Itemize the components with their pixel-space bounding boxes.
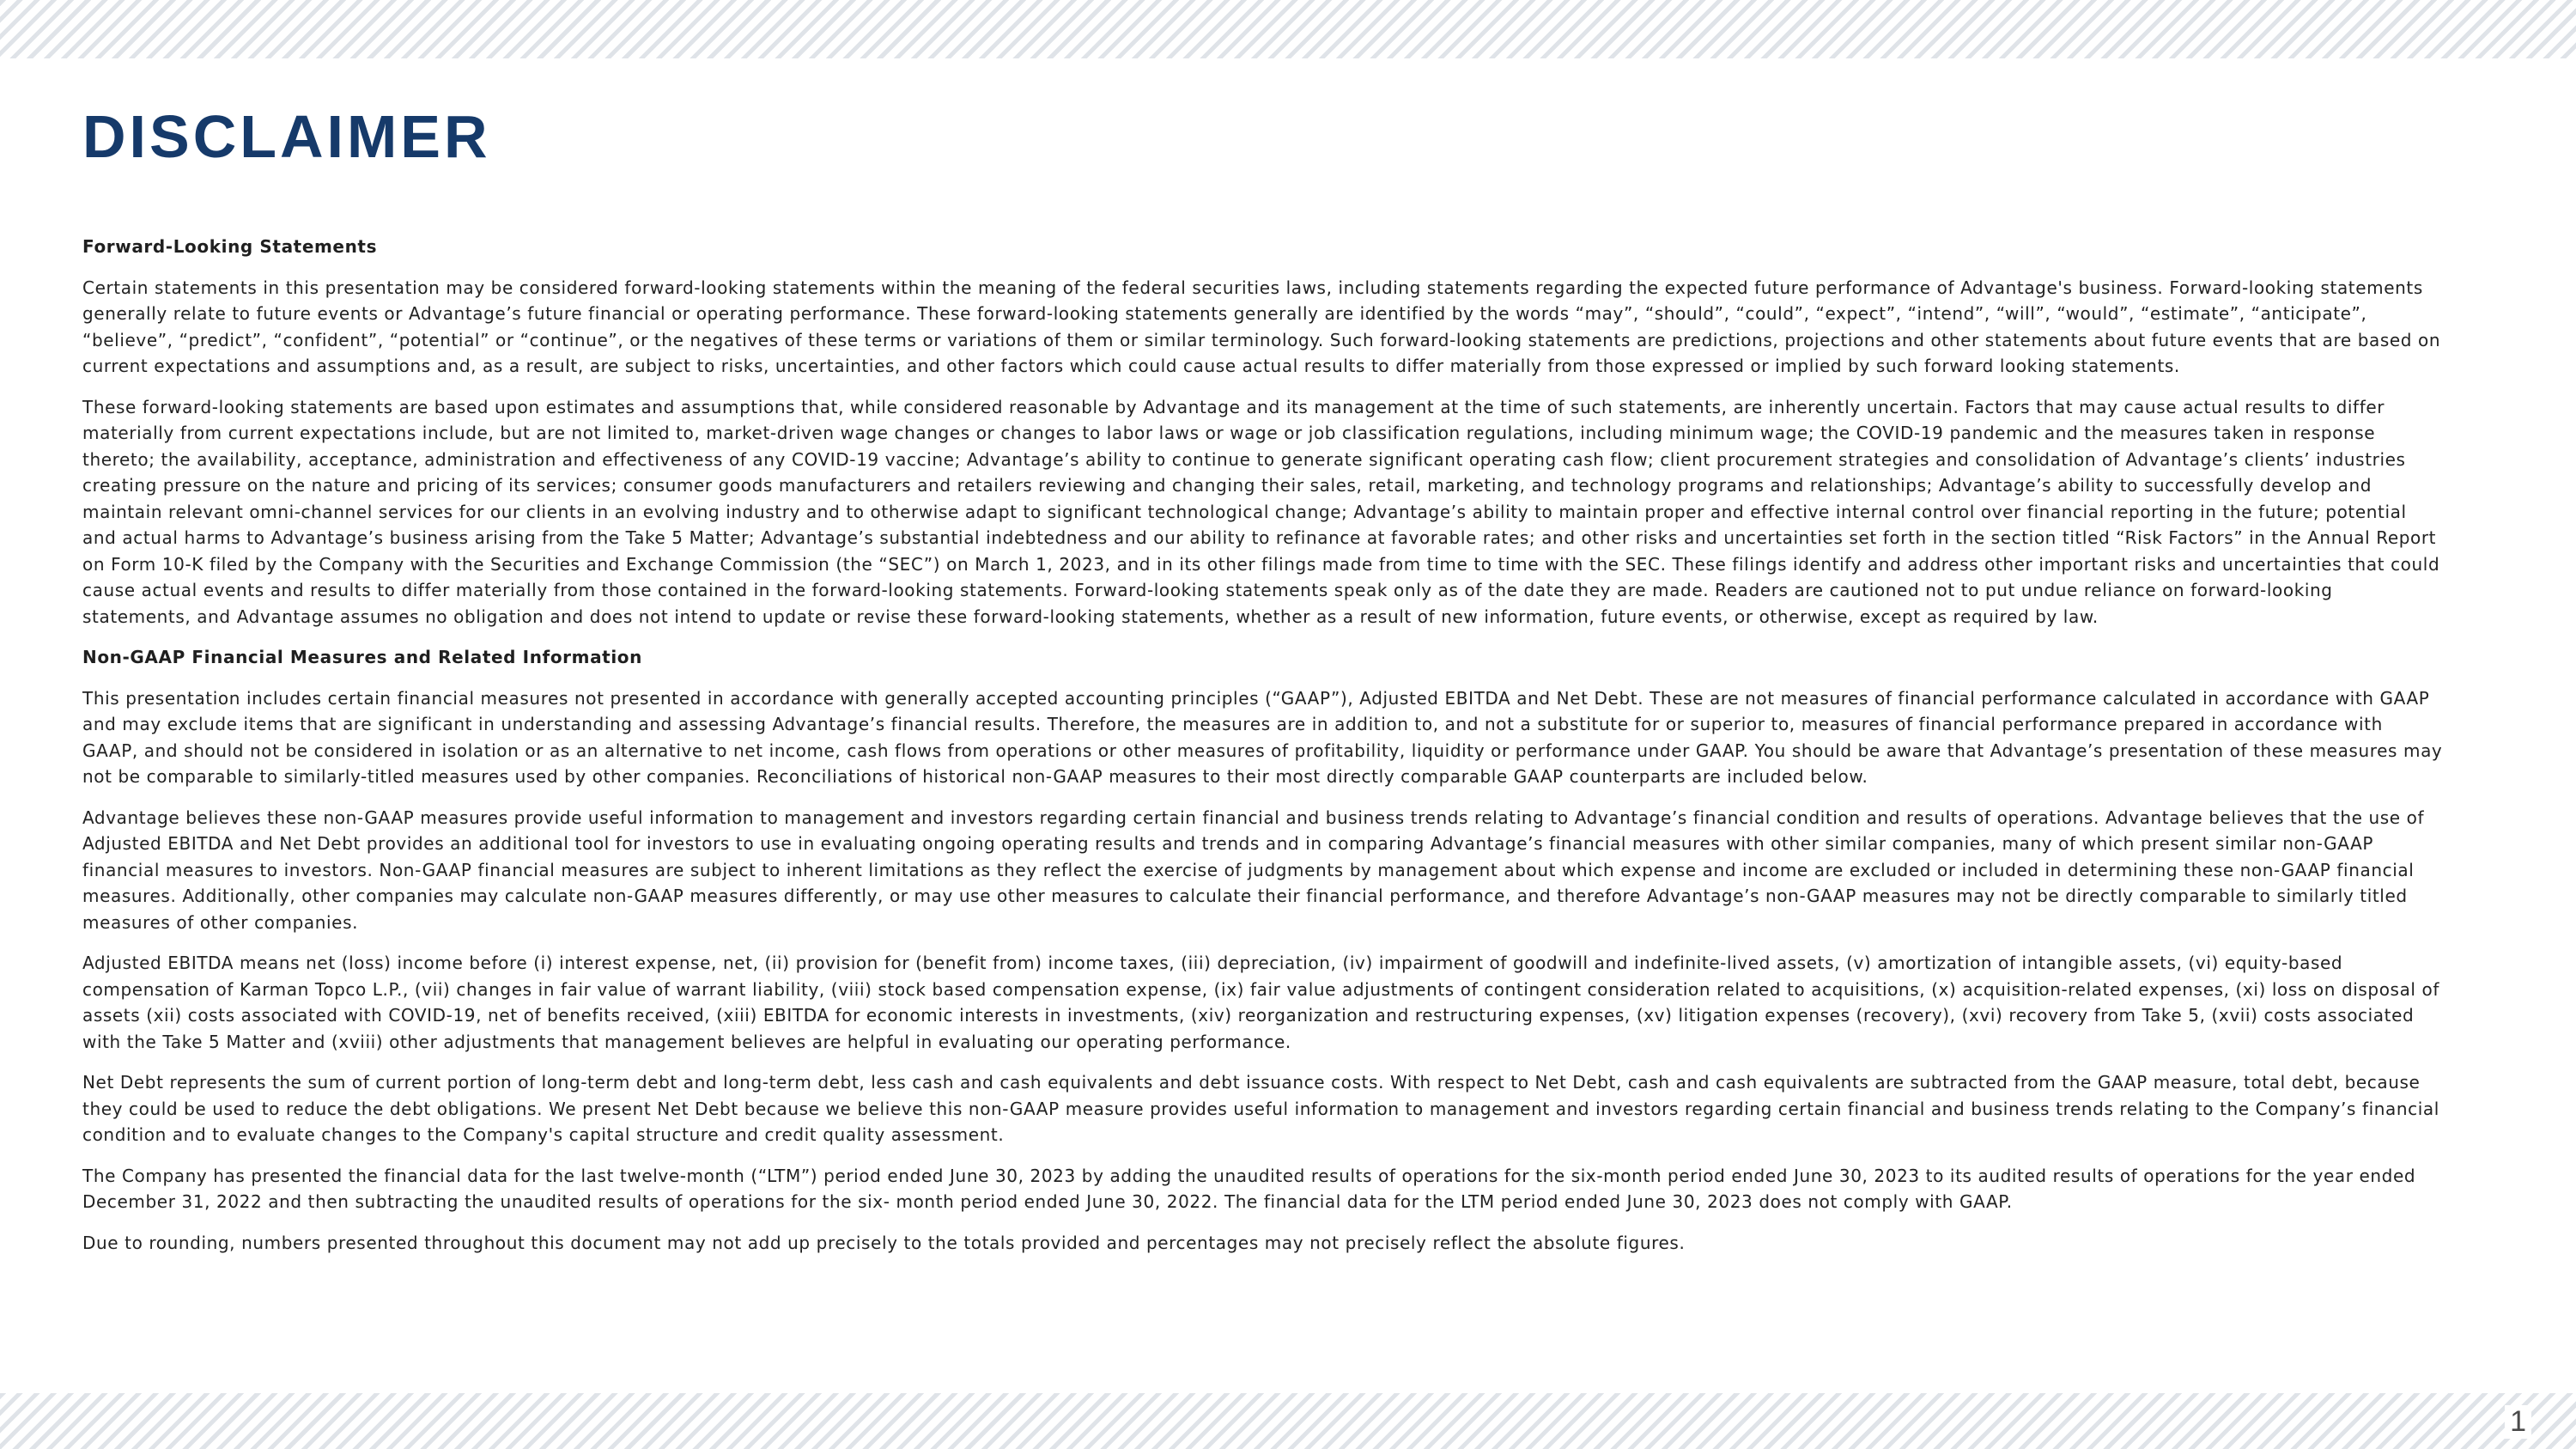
paragraph: These forward-looking statements are based upon estimates and assumptions that, while considered reasonable by Advantage and its management at the time of such statements, are inherently uncertain. Factors that may cause actual results to differ materially from current expectations include, but are not limited to, market-driven wage changes or changes to labor laws or wage or job classification regulations, including minimum wage; the COVID-19 pandemic and the measures taken in response thereto; the availability, acceptance, administration and effectiveness of any COVID-19 vaccine; Advantage’s ability to continue to generate significant operating cash flow; client procurement strategies and consolidation of Advantage’s clients’ industries creating pressure on the nature and pricing of its services; consumer goods manufacturers and retailers reviewing and changing their sales, retail, marketing, and technology programs and relationships; Advantage’s ability to successfully develop and maintain relevant omni-channel services for our clients in an evolving industry and to otherwise adapt to significant technological change; Advantage’s ability to maintain proper and effective internal control over financial reporting in the future; potential and actual harms to Advantage’s business arising from the Take 5 Matter; Advantage’s substantial indebtedness and our ability to refinance at favorable rates; and other risks and uncertainties set forth in the section titled “Risk Factors” in the Annual Report on Form 10-K filed by the Company with the Securities and Exchange Commission (the “SEC”) on March 1, 2023, and in its other filings made from time to time with the SEC. These filings identify and address other important risks and uncertainties that could cause actual events and results to differ materially from those contained in the forward-looking statements. Forward-looking statements speak only as of the date they are made. Readers are cautioned not to put undue reliance on forward-looking statements, and Advantage assumes no obligation and does not intend to update or revise these forward-looking statements, whether as a result of new information, future events, or otherwise, except as required by law. — [82, 396, 2440, 627]
section-heading-non-gaap: Non-GAAP Financial Measures and Related Information — [82, 647, 642, 667]
page-number: 1 — [2505, 1405, 2531, 1439]
paragraph: Certain statements in this presentation may be considered forward-looking statements within the meaning of the federal securities laws, including statements regarding the expected future performance of Advantage's business. Forward-looking statements generally relate to future events or Advantage’s future financial or operating performance. These forward-looking statements generally are identified by the words “may”, “should”, “could”, “expect”, “intend”, “will”, “would”, “estimate”, “anticipate”, “believe”, “predict”, “confident”, “potential” or “continue”, or the negatives of these terms or variations of them or similar terminology. Such forward-looking statements are predictions, projections and other statements about future events that are based on current expectations and assumptions and, as a result, are subject to risks, uncertainties, and other factors which could cause actual results to differ materially from those expressed or implied by such forward looking statements. — [82, 277, 2441, 376]
section-heading-forward-looking: Forward-Looking Statements — [82, 236, 378, 257]
bottom-stripe-band — [0, 1393, 2576, 1449]
paragraph: Advantage believes these non-GAAP measures provide useful information to management and investors regarding certain financial and business trends relating to Advantage’s financial condition and results of operations. Advantage believes that the use of Adjusted EBITDA and Net Debt provides an additional tool for investors to use in evaluating ongoing operating results and trends and in comparing Advantage’s financial measures with other similar companies, many of which present similar non-GAAP financial measures to investors. Non-GAAP financial measures are subject to inherent limitations as they reflect the exercise of judgments by management about which expense and income are excluded or included in determining these non-GAAP financial measures. Additionally, other companies may calculate non-GAAP measures differently, or may use other measures to calculate their financial performance, and therefore Advantage’s non-GAAP measures may not be directly comparable to similarly titled measures of other companies. — [82, 807, 2425, 933]
paragraph: Net Debt represents the sum of current portion of long-term debt and long-term debt, less cash and cash equivalents and debt issuance costs. With respect to Net Debt, cash and cash equivalents are subtracted from the GAAP measure, total debt, because they could be used to reduce the debt obligations. We present Net Debt because we believe this non-GAAP measure provides useful information to management and investors regarding certain financial and business trends relating to the Company’s financial condition and to evaluate changes to the Company's capital structure and credit quality assessment. — [82, 1072, 2439, 1145]
paragraph: Adjusted EBITDA means net (loss) income before (i) interest expense, net, (ii) provision for (benefit from) income taxes, (iii) depreciation, (iv) impairment of goodwill and indefinite-lived assets, (v) amortization of intangible assets, (vi) equity-based compensation of Karman Topco L.P., (vii) changes in fair value of warrant liability, (viii) stock based compensation expense, (ix) fair value adjustments of contingent consideration related to acquisitions, (x) acquisition-related expenses, (xi) loss on disposal of assets (xii) costs associated with COVID-19, net of benefits received, (xiii) EBITDA for economic interests in investments, (xiv) reorganization and restructuring expenses, (xv) litigation expenses (recovery), (xvi) recovery from Take 5, (xvii) costs associated with the Take 5 Matter and (xviii) other adjustments that management believes are helpful in evaluating our operating performance. — [82, 953, 2440, 1052]
paragraph: The Company has presented the financial data for the last twelve-month (“LTM”) period ended June 30, 2023 by adding the unaudited results of operations for the six-month period ended June 30, 2023 to its audited results of operations for the year ended December 31, 2022 and then subtracting the unaudited results of operations for the six- month period ended June 30, 2022. The financial data for the LTM period ended June 30, 2023 does not comply with GAAP. — [82, 1165, 2416, 1212]
page-title: DISCLAIMER — [82, 103, 491, 170]
paragraph: Due to rounding, numbers presented throughout this document may not add up precisely to the totals provided and percentages may not precisely reflect the absolute figures. — [82, 1232, 1686, 1253]
top-stripe-band — [0, 0, 2576, 58]
disclaimer-body — [82, 234, 2444, 1270]
paragraph: This presentation includes certain financial measures not presented in accordance with generally accepted accounting principles (“GAAP”), Adjusted EBITDA and Net Debt. These are not measures of financial performance calculated in accordance with GAAP and may exclude items that are significant in understanding and assessing Advantage’s financial results. Therefore, the measures are in addition to, and not a substitute for or superior to, measures of financial performance prepared in accordance with GAAP, and should not be considered in isolation or as an alternative to net income, cash flows from operations or other measures of profitability, liquidity or performance under GAAP. You should be aware that Advantage’s presentation of these measures may not be comparable to similarly-titled measures used by other companies. Reconciliations of historical non-GAAP measures to their most directly comparable GAAP counterparts are included below. — [82, 687, 2443, 787]
